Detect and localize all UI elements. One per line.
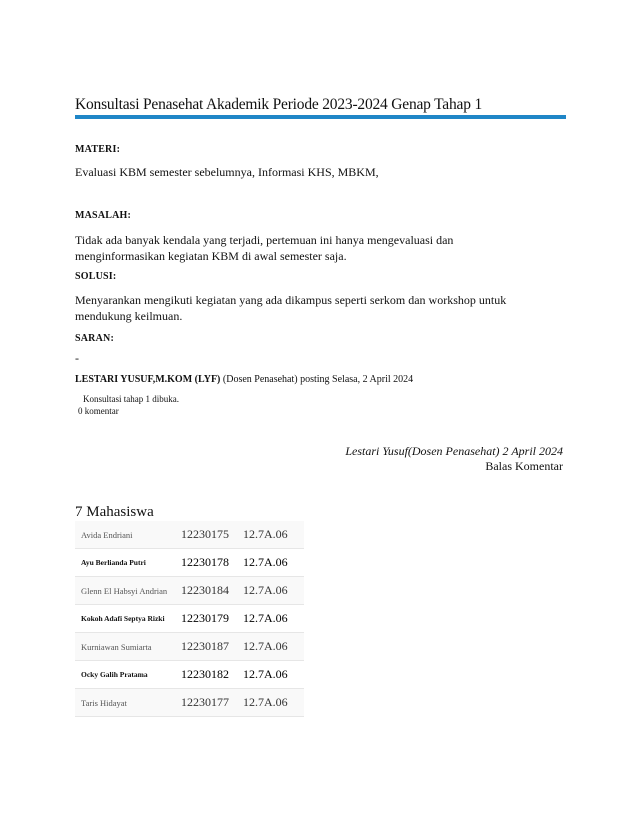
table-row (75, 661, 304, 689)
title-underline (75, 115, 566, 119)
saran-label: SARAN: (75, 333, 114, 344)
table-row (75, 521, 304, 549)
page-title: Konsultasi Penasehat Akademik Periode 2023-2024 Genap Tahap 1 (75, 96, 482, 113)
student-name: Avida Endriani (75, 521, 181, 549)
post-meta (75, 374, 413, 385)
student-nim: 12230184 (181, 577, 243, 605)
student-kelas: 12.7A.06 (243, 521, 304, 549)
student-nim: 12230178 (181, 549, 243, 577)
student-name: Taris Hidayat (75, 689, 181, 717)
signature: Lestari Yusuf(Dosen Penasehat) 2 April 2024 (345, 444, 563, 458)
student-nim: 12230175 (181, 521, 243, 549)
comment-count[interactable]: 0 komentar (78, 406, 119, 416)
students-table (75, 521, 304, 717)
materi-text: Evaluasi KBM semester sebelumnya, Informasi KHS, MBKM, (75, 165, 379, 179)
student-name: Kurniawan Sumiarta (75, 633, 181, 661)
table-row (75, 549, 304, 577)
student-kelas: 12.7A.06 (243, 633, 304, 661)
masalah-text: Tidak ada banyak kendala yang terjadi, pertemuan ini hanya mengevaluasi dan menginformasikan kegiatan KBM di awal semester saja. (75, 233, 454, 263)
materi-label: MATERI: (75, 144, 121, 155)
student-kelas: 12.7A.06 (243, 605, 304, 633)
student-kelas: 12.7A.06 (243, 549, 304, 577)
masalah-label: MASALAH: (75, 210, 132, 221)
table-row (75, 577, 304, 605)
solusi-text: Menyarankan mengikuti kegiatan yang ada dikampus seperti serkom dan workshop untuk mendukung keilmuan. (75, 293, 507, 323)
student-name: Kokoh Adafi Septya Rizki (75, 605, 181, 633)
student-name: Ayu Berlianda Putri (75, 549, 181, 577)
student-nim: 12230177 (181, 689, 243, 717)
table-row (75, 689, 304, 717)
post-author: LESTARI YUSUF,M.KOM (LYF) (75, 374, 221, 385)
post-meta-rest: (Dosen Penasehat) posting Selasa, 2 April 2024 (220, 374, 414, 385)
student-nim: 12230179 (181, 605, 243, 633)
student-name: Glenn El Habsyi Andrian (75, 577, 181, 605)
solusi-label: SOLUSI: (75, 271, 117, 282)
saran-text: - (75, 351, 79, 365)
students-heading: 7 Mahasiswa (75, 504, 154, 520)
student-nim: 12230182 (181, 661, 243, 689)
student-name: Ocky Galih Pratama (75, 661, 181, 689)
reply-comment-link[interactable]: Balas Komentar (485, 459, 563, 473)
student-kelas: 12.7A.06 (243, 577, 304, 605)
table-row (75, 633, 304, 661)
status-note: Konsultasi tahap 1 dibuka. (83, 394, 179, 404)
student-kelas: 12.7A.06 (243, 661, 304, 689)
student-kelas: 12.7A.06 (243, 689, 304, 717)
student-nim: 12230187 (181, 633, 243, 661)
table-row (75, 605, 304, 633)
